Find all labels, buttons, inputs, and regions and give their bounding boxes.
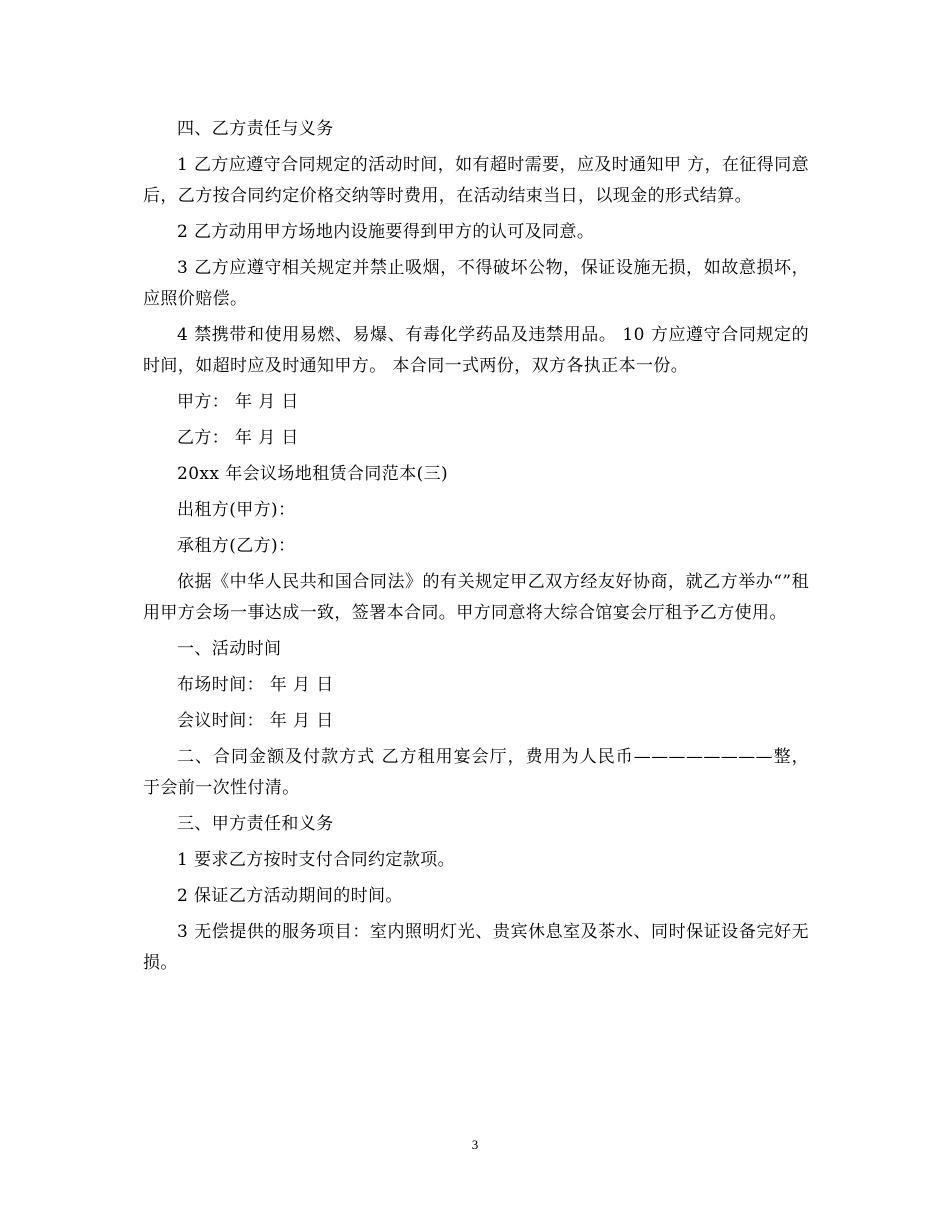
page-number: 3 [471,1137,479,1152]
clause-b-2: 2 乙方动用甲方场地内设施要得到甲方的认可及同意。 [177,222,595,242]
signature-party-a: 甲方： 年 月 日 [177,392,299,412]
signature-party-b: 乙方： 年 月 日 [177,428,299,448]
meeting-time-line: 会议时间： 年 月 日 [177,711,334,731]
clause-b-4: 4 禁携带和使用易燃、易爆、有毒化学药品及违禁用品。 10 方应遵守合同规定的时间，如超时应及时通知甲方。 本合同一式两份，双方各执正本一份。 [143,325,809,376]
document-body [143,114,809,984]
section-amount-payment: 二、合同金额及付款方式 乙方租用宴会厅，费用为人民币————————整，于会前一次性付清。 [143,747,809,798]
clause-a-1: 1 要求乙方按时支付合同约定款项。 [177,850,456,870]
clause-b-3: 3 乙方应遵守相关规定并禁止吸烟，不得破坏公物，保证设施无损，如故意损坏，应照价赔偿。 [143,258,809,309]
section-heading-party-b-duties: 四、乙方责任与义务 [177,119,334,139]
clause-a-2: 2 保证乙方活动期间的时间。 [177,886,403,906]
clause-a-3: 3 无偿提供的服务项目：室内照明灯光、贵宾休息室及茶水、同时保证设备完好无损。 [143,922,809,973]
contract-title: 20xx 年会议场地租赁合同范本(三) [177,464,449,484]
setup-time-line: 布场时间： 年 月 日 [177,675,334,695]
clause-b-1: 1 乙方应遵守合同规定的活动时间，如有超时需要，应及时通知甲 方，在征得同意后，乙方按合同约定价格交纳等时费用，在活动结束当日，以现金的形式结算。 [143,155,809,206]
lessor-line: 出租方(甲方)： [177,500,296,520]
preamble: 依据《中华人民共和国合同法》的有关规定甲乙双方经友好协商，就乙方举办“”租用甲方会场一事达成一致，签署本合同。甲方同意将大综合馆宴会厅租予乙方使用。 [143,572,809,623]
lessee-line: 承租方(乙方)： [177,536,296,556]
section-heading-party-a-duties: 三、甲方责任和义务 [177,814,334,834]
section-heading-event-time: 一、活动时间 [177,639,282,659]
